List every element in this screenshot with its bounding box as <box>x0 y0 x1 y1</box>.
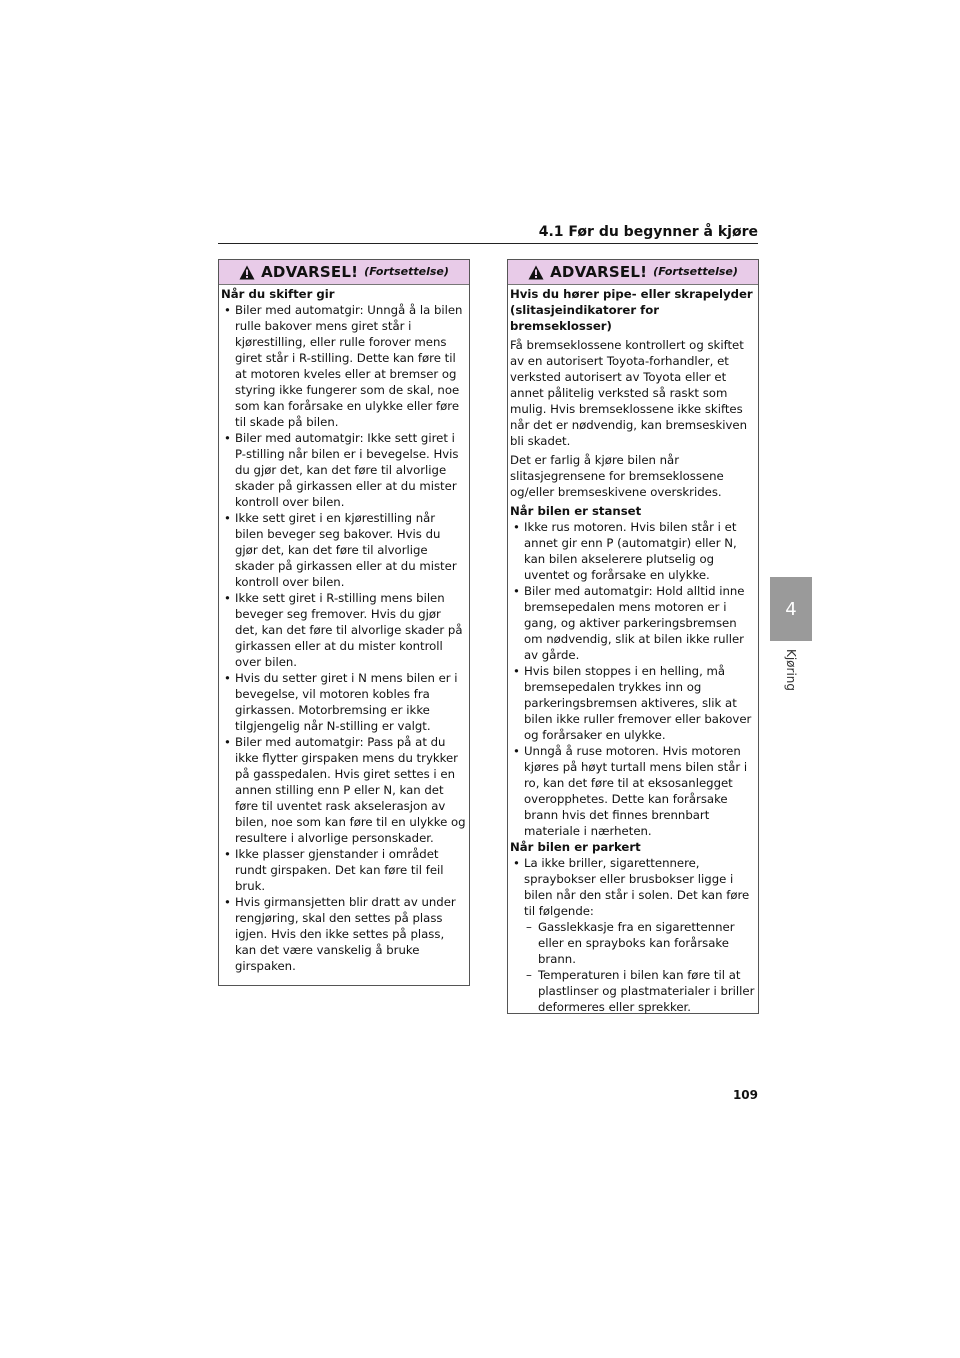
list-item: • Biler med automatgir: Hold alltid inne bremsepedalen mens motoren er i gang, og aktiver parkeringsbremsen om nødvendig, slik at bilen ikke ruller av gårde. <box>510 583 755 663</box>
dash-list <box>524 919 755 1015</box>
list-item: • Biler med automatgir: Ikke sett giret i P-stilling når bilen er i bevegelse. Hvis du gjør det, kan det føre til alvorlige skader på girkassen eller at du mister kontroll over bilen. <box>221 430 466 510</box>
warning-body <box>219 285 469 974</box>
list-item: • Hvis bilen stoppes i en helling, må bremsepedalen trykkes inn og parkeringsbremsen aktiveres, slik at bilen ikke ruller fremover eller bakover og forårsaker en ulykke. <box>510 663 755 743</box>
subheading: Hvis du hører pipe- eller skrapelyder (slitasjeindikatorer for bremseklosser) <box>510 287 753 333</box>
chapter-label-text: Kjøring <box>784 648 798 692</box>
list-item-text: La ikke briller, sigarettennere, spraybokser eller brusbokser ligge i bilen når den står i solen. Det kan føre til følgende: <box>524 856 750 918</box>
paragraph: Det er farlig å kjøre bilen når slitasjegrensene for bremseklossene og/eller bremseskivene overskrides. <box>510 453 724 499</box>
paragraph: Få bremseklossene kontrollert og skiftet av en autorisert Toyota-forhandler, et verksted autorisert av Toyota eller et annet pålitelig verksted så raskt som mulig. Hvis bremseklossene ikke skiftes når det er nødvendig, kan bremseskiven bli skadet. <box>510 338 748 448</box>
subheading: Når bilen er stanset <box>510 504 642 518</box>
list-item: • Ikke sett giret i en kjørestilling når bilen beveger seg bakover. Hvis du gjør det, kan det føre til alvorlige skader på girkassen eller at du mister kontroll over bilen. <box>221 510 466 590</box>
section-header: 4.1 Før du begynner å kjøre <box>538 224 758 240</box>
list-item <box>510 855 755 1015</box>
bullet-list <box>221 302 466 974</box>
subheading: Når du skifter gir <box>221 287 335 301</box>
warning-subtitle: (Fortsettelse) <box>653 265 738 278</box>
warning-triangle-icon <box>239 265 255 280</box>
warning-header <box>508 260 758 285</box>
list-item: • Biler med automatgir: Unngå å la bilen rulle bakover mens giret står i kjørestilling, eller rulle forover mens giret står i R-stilling. Dette kan føre til at motoren kveles eller at bremser og styring ikke fungerer som de skal, noe som kan forårsake en ulykke eller føre til skade på bilen. <box>221 302 466 430</box>
warning-title: ADVARSEL! <box>550 263 648 281</box>
warning-box-left <box>218 259 470 986</box>
warning-title: ADVARSEL! <box>261 263 359 281</box>
bullet-list <box>510 855 755 1015</box>
warning-body <box>508 285 758 1015</box>
header-rule <box>218 243 758 244</box>
warning-box-right <box>507 259 759 1014</box>
dash-item: – Gasslekkasje fra en sigarettenner eller en sprayboks kan forårsake brann. <box>524 919 755 967</box>
warning-triangle-icon <box>528 265 544 280</box>
bullet-list <box>510 519 755 839</box>
list-item: • Ikke sett giret i R-stilling mens bilen beveger seg fremover. Hvis du gjør det, kan det føre til alvorlige skader på girkassen eller at du mister kontroll over bilen. <box>221 590 466 670</box>
list-item: • Hvis du setter giret i N mens bilen er i bevegelse, vil motoren kobles fra girkassen. Motorbremsing er ikke tilgjengelig når N-stilling er valgt. <box>221 670 466 734</box>
page-number: 109 <box>732 1088 758 1102</box>
list-item: • Hvis girmansjetten blir dratt av under rengjøring, skal den settes på plass igjen. Hvis den ikke settes på plass, kan det være vanskelig å bruke girspaken. <box>221 894 466 974</box>
list-item: • Unngå å ruse motoren. Hvis motoren kjøres på høyt turtall mens bilen står i ro, kan det føre til at eksosanlegget overopphetes. Dette kan forårsake brann hvis det finnes brennbart materiale i nærheten. <box>510 743 755 839</box>
chapter-number: 4 <box>785 598 797 620</box>
warning-header <box>219 260 469 285</box>
chapter-tab <box>770 577 812 641</box>
subheading: Når bilen er parkert <box>510 840 641 854</box>
list-item: • Ikke rus motoren. Hvis bilen står i et annet gir enn P (automatgir) eller N, kan bilen akselerere plutselig og uventet og forårsake en ulykke. <box>510 519 755 583</box>
dash-item: – Temperaturen i bilen kan føre til at plastlinser og plastmaterialer i briller deformeres eller sprekker. <box>524 967 755 1015</box>
list-item: • Biler med automatgir: Pass på at du ikke flytter girspaken mens du trykker på gasspedalen. Hvis giret settes i en annen stilling enn P eller N, kan det føre til uventet rask akselerasjon av bilen, noe som kan føre til en ulykke og resultere i alvorlige personskader. <box>221 734 466 846</box>
warning-subtitle: (Fortsettelse) <box>364 265 449 278</box>
list-item: • Ikke plasser gjenstander i området rundt girspaken. Det kan føre til feil bruk. <box>221 846 466 894</box>
